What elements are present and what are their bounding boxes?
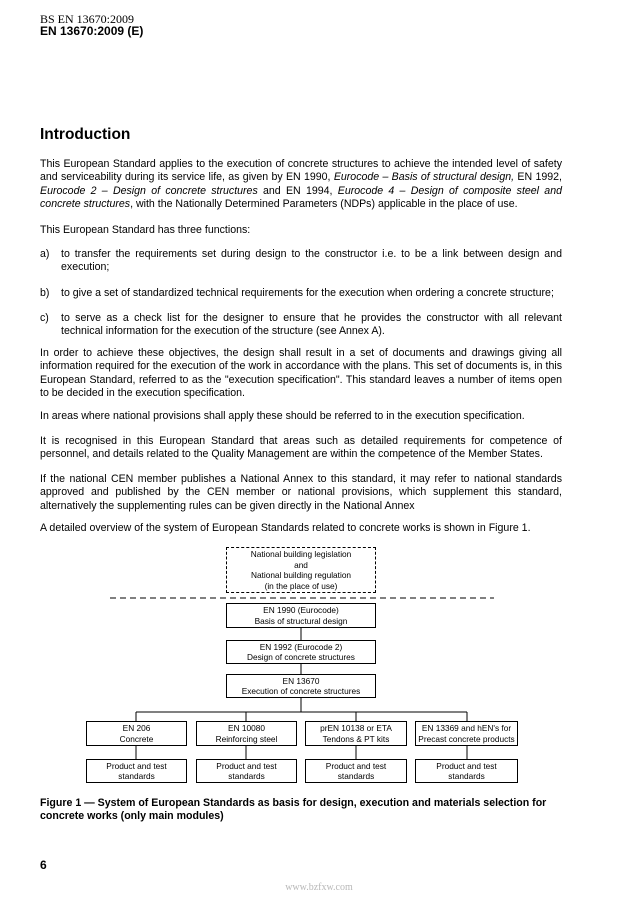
en1990-box <box>226 603 376 628</box>
functions-intro: This European Standard has three functions: <box>40 224 251 236</box>
national-provisions-paragraph: In areas where national provisions shall apply these should be referred to in the execution specification. <box>40 410 525 422</box>
box-line: prEN 10138 or ETA <box>320 723 392 733</box>
box-line: Execution of concrete structures <box>241 686 361 696</box>
box-line: Reinforcing steel <box>215 733 278 744</box>
box-line: (in the place of use) <box>264 580 338 591</box>
box-line: Product and test <box>216 760 277 771</box>
document-code: BS EN 13670:2009 <box>40 12 135 26</box>
national-annex-paragraph: If the national CEN member publishes a National Annex to this standard, it may refer to national standards approved and published by the CEN member or national provisions, which supplement this standard, alternatively the supplementing rules can be given directly in the National Annex <box>40 473 562 512</box>
page-number: 6 <box>40 858 47 872</box>
box-line: EN 13369 and hEN's for <box>421 723 512 733</box>
list-text: to serve as a check list for the designer to ensure that he provides the constructor with all relevant technical information for the execution of the structure (see Annex A). <box>61 312 562 338</box>
list-marker: b) <box>40 287 50 299</box>
section-heading: Introduction <box>40 126 131 143</box>
list-text: to transfer the requirements set during design to the constructor i.e. to be a link between design and execution; <box>61 248 562 274</box>
box-line: standards <box>118 771 155 781</box>
box-line: Tendons & PT kits <box>322 733 390 744</box>
box-line: Product and test <box>325 760 387 771</box>
en13670-box <box>226 674 376 698</box>
watermark: www.bzfxw.com <box>285 882 353 893</box>
box-line: Product and test <box>106 760 167 771</box>
box-line: and <box>294 559 308 570</box>
box-line: Product and test <box>436 760 497 771</box>
en1992-box <box>226 640 376 664</box>
box-line: Basis of structural design <box>254 615 348 626</box>
box-line: standards <box>448 771 485 781</box>
list-marker: a) <box>40 248 50 260</box>
box-line: Precast concrete products <box>418 733 515 744</box>
box-line: EN 206 <box>122 723 151 733</box>
material-standard-box <box>415 721 518 746</box>
box-line: EN 1990 (Eurocode) <box>263 605 339 615</box>
box-line: National building regulation <box>250 570 352 580</box>
product-standard-box <box>86 759 187 783</box>
box-line: standards <box>337 771 375 781</box>
box-line: Concrete <box>119 733 154 744</box>
objectives-paragraph: In order to achieve these objectives, the design shall result in a set of documents and drawings giving all information required for the execution of the work in accordance with the plans. This set of documents is, in this European Standard, referred to as the "execution specification". This standard leaves a number of items open to be decided in the execution specification. <box>40 347 562 400</box>
product-standard-box <box>196 759 297 783</box>
overview-paragraph: A detailed overview of the system of European Standards related to concrete works is shown in Figure 1. <box>40 522 531 534</box>
figure-caption: Figure 1 — System of European Standards as basis for design, execution and materials selection for concrete works (only main modules) <box>40 797 547 823</box>
intro-paragraph: This European Standard applies to the execution of concrete structures to achieve the intended level of safety and serviceability during its service life, as given by EN 1990, Eurocode – Basis of structural design, EN 1992, Eurocode 2 – Design of concrete structures and EN 1994, Eurocode 4 – Design of composite steel and concrete structures, with the Nationally Determined Parameters (NDPs) applicable in the place of use. <box>40 158 562 211</box>
material-standard-box <box>86 721 187 746</box>
box-line: standards <box>228 771 265 781</box>
box-line: Design of concrete structures <box>247 652 355 662</box>
box-line: EN 13670 <box>282 675 320 686</box>
box-line: National building legislation <box>250 549 352 559</box>
list-text: to give a set of standardized technical requirements for the execution when ordering a concrete structure; <box>61 287 554 299</box>
material-standard-box <box>305 721 407 746</box>
document-code-english: EN 13670:2009 (E) <box>40 24 144 38</box>
material-standard-box <box>196 721 297 746</box>
national-regulation-box <box>226 547 376 593</box>
product-standard-box <box>305 759 407 783</box>
product-standard-box <box>415 759 518 783</box>
competence-paragraph: It is recognised in this European Standard that areas such as detailed requirements for competence of personnel, and details related to the Quality Management are within the competence of the Member States. <box>40 435 562 461</box>
box-line: EN 10080 <box>228 723 265 733</box>
list-marker: c) <box>40 312 49 324</box>
box-line: EN 1992 (Eurocode 2) <box>259 641 343 652</box>
